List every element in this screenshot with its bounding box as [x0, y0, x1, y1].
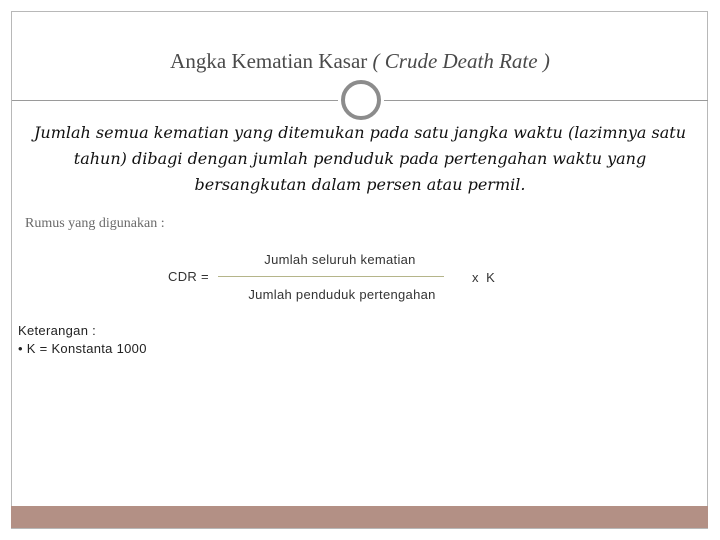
slide-title [0, 49, 720, 74]
divider-left [12, 100, 338, 101]
title-italic: ( Crude Death Rate ) [372, 49, 550, 73]
notes-item: • K = Konstanta 1000 [18, 341, 147, 356]
fraction-bar [218, 276, 444, 277]
notes-heading: Keterangan : [18, 323, 97, 338]
divider-right [384, 100, 708, 101]
formula-label: Rumus yang digunakan : [25, 216, 165, 231]
footer-accent-bar [11, 506, 708, 528]
formula-lhs: CDR = [168, 269, 209, 284]
title-main: Angka Kematian Kasar [170, 49, 368, 73]
definition-text: Jumlah semua kematian yang ditemukan pada satu jangka waktu (lazimnya satu tahun) dibagi dengan jumlah penduduk pada pertengahan waktu yang bersangkutan dalam persen atau permil. [33, 123, 687, 194]
formula-denominator: Jumlah penduduk pertengahan [248, 287, 436, 302]
circle-ornament-icon [341, 80, 381, 120]
notes-block [18, 322, 147, 358]
formula-numerator: Jumlah seluruh kematian [264, 252, 416, 267]
formula-multiplier: x K [472, 270, 497, 285]
